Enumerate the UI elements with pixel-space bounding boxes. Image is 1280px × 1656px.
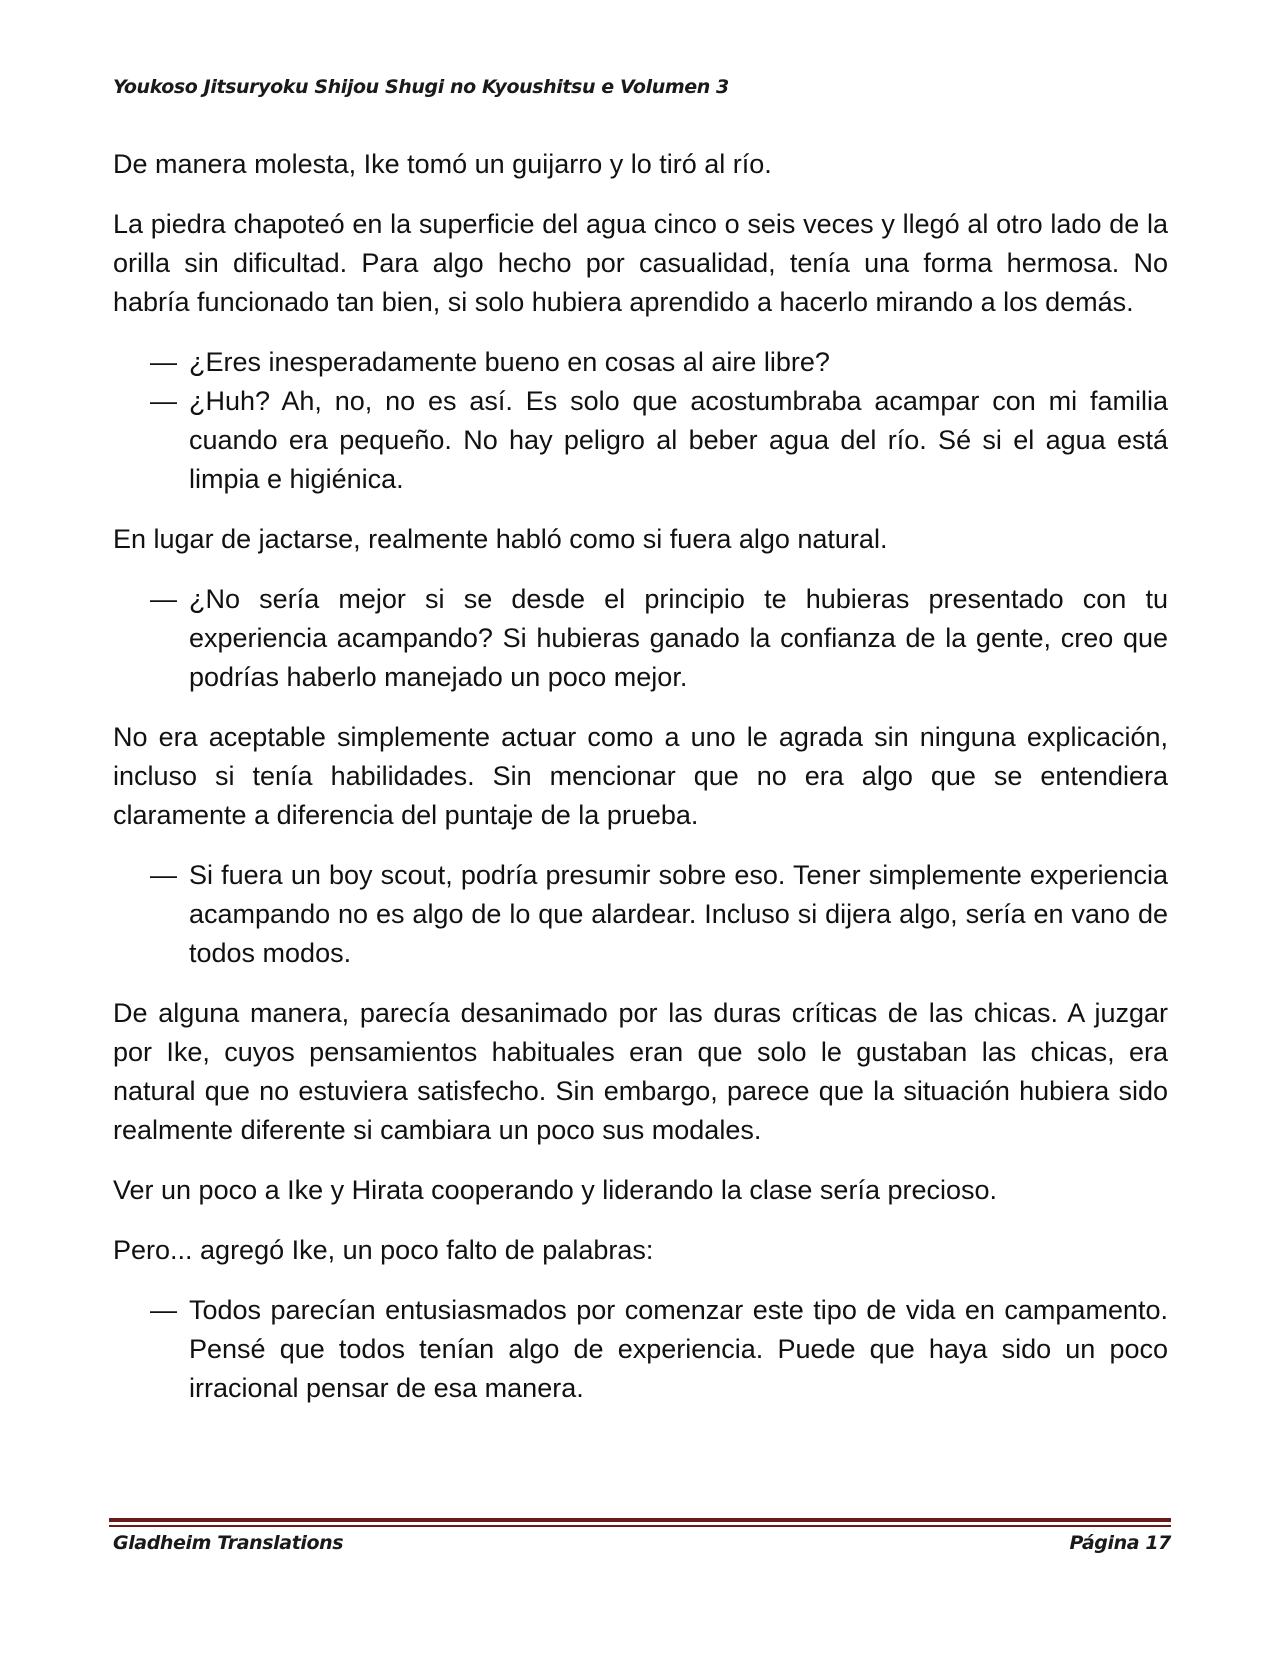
running-header: Youkoso Jitsuryoku Shijou Shugi no Kyoushitsu e Volumen 3	[113, 76, 729, 98]
em-dash: —	[150, 860, 177, 890]
dialogue-line	[113, 580, 1168, 697]
paragraph: De manera molesta, Ike tomó un guijarro y lo tiró al río.	[113, 149, 772, 179]
dialogue-text: ¿Huh? Ah, no, no es así. Es solo que acostumbraba acampar con mi familia cuando era pequeño. No hay peligro al beber agua del río. Sé si el agua está limpia e higiénica.	[189, 386, 1168, 494]
footer-publisher: Gladheim Translations	[113, 1532, 344, 1554]
paragraph: De alguna manera, parecía desanimado por las duras críticas de las chicas. A juzgar por Ike, cuyos pensamientos habituales eran que solo le gustaban las chicas, era natural que no estuviera satisfecho. Sin embargo, parece que la situación hubiera sido realmente diferente si cambiara un poco sus modales.	[113, 998, 1168, 1145]
footer-divider	[109, 1518, 1171, 1527]
dialogue-block	[113, 1291, 1168, 1408]
paragraph: En lugar de jactarse, realmente habló como si fuera algo natural.	[113, 524, 888, 554]
dialogue-block	[113, 580, 1168, 697]
dialogue-line	[113, 382, 1168, 499]
dialogue-text: Si fuera un boy scout, podría presumir sobre eso. Tener simplemente experiencia acampando no es algo de lo que alardear. Incluso si dijera algo, sería en vano de todos modos.	[189, 860, 1168, 968]
em-dash: —	[150, 1295, 177, 1325]
dialogue-text: ¿No sería mejor si se desde el principio te hubieras presentado con tu experiencia acampando? Si hubieras ganado la confianza de la gente, creo que podrías haberlo manejado un poco mejor.	[189, 584, 1168, 692]
footer-page-number: Página 17	[1069, 1532, 1171, 1554]
dialogue-line	[113, 1291, 1168, 1408]
footer-divider-thin	[109, 1525, 1171, 1527]
em-dash: —	[150, 386, 177, 416]
paragraph: Pero... agregó Ike, un poco falto de palabras:	[113, 1235, 654, 1265]
footer-divider-thick	[109, 1518, 1171, 1522]
paragraph: Ver un poco a Ike y Hirata cooperando y liderando la clase sería precioso.	[113, 1175, 998, 1205]
dialogue-text: Todos parecían entusiasmados por comenzar este tipo de vida en campamento. Pensé que todos tenían algo de experiencia. Puede que haya sido un poco irracional pensar de esa manera.	[189, 1295, 1168, 1403]
dialogue-line	[113, 343, 1168, 382]
body-text	[113, 145, 1168, 1429]
dialogue-text: ¿Eres inesperadamente bueno en cosas al aire libre?	[189, 347, 830, 377]
dialogue-block	[113, 856, 1168, 973]
dialogue-line	[113, 856, 1168, 973]
paragraph: La piedra chapoteó en la superficie del agua cinco o seis veces y llegó al otro lado de la orilla sin dificultad. Para algo hecho por casualidad, tenía una forma hermosa. No habría funcionado tan bien, si solo hubiera aprendido a hacerlo mirando a los demás.	[113, 209, 1168, 317]
em-dash: —	[150, 347, 177, 377]
dialogue-block	[113, 343, 1168, 499]
em-dash: —	[150, 584, 177, 614]
paragraph: No era aceptable simplemente actuar como a uno le agrada sin ninguna explicación, incluso si tenía habilidades. Sin mencionar que no era algo que se entendiera claramente a diferencia del puntaje de la prueba.	[113, 722, 1168, 830]
